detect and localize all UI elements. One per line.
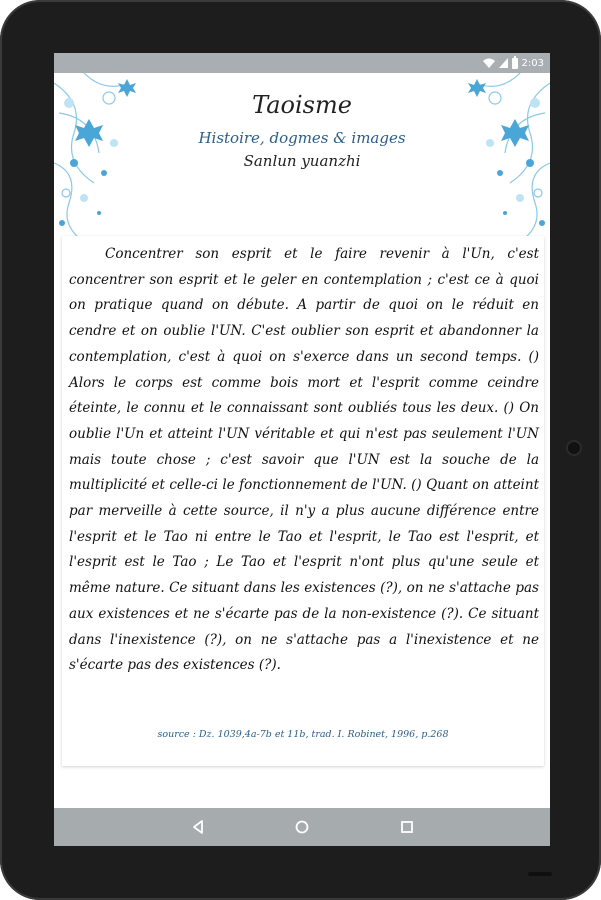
- nav-back-button[interactable]: [188, 817, 208, 837]
- recents-icon: [400, 820, 414, 834]
- book-header: [54, 91, 550, 171]
- book-title: Taoisme: [252, 91, 352, 119]
- reader-content[interactable]: [54, 73, 550, 808]
- nav-home-button[interactable]: [292, 817, 312, 837]
- home-icon: [295, 820, 309, 834]
- status-time: 2:03: [521, 57, 544, 69]
- status-icons: [483, 55, 544, 71]
- article-text: Concentrer son esprit et le faire revenir à l'Un, c'est concentrer son esprit et le geler en contemplation ; c'est ce à quoi on pratique quand on débute. A partir de quoi on le réduit en cendre et on oublie l'UN. C'est oublier son esprit et abandonner la contemplation, c'est à quoi on s'exerce dans un second temps. () Alors le corps est comme bois mort et l'esprit comme ceindre éteinte, le connu et le connaissant sont oubliés tous les deux. () On oublie l'Un et atteint l'UN véritable et qui n'est pas seulement l'UN mais toute chose ; c'est savoir que l'UN est la souche de la multiplicité et celle-ci le fonctionnement de l'UN. () Quant on atteint par merveille à cette source, il n'y a plus aucune différence entre l'esprit et le Tao ni entre le Tao et l'esprit, le Tao est l'esprit, et l'esprit est le Tao ; Le Tao et l'esprit n'ont plus qu'une seule et même nature. Ce situant dans les existences (?), on ne s'attache pas aux existences et ne s'écarte pas de la non-existence (?). Ce situant dans l'inexistence (?), on ne s'attache pas a l'inexistence et ne s'écarte pas des existences (?).: [69, 246, 539, 674]
- article-card: [62, 236, 544, 766]
- status-bar: [54, 53, 550, 73]
- screen: [54, 53, 550, 846]
- camera-dot: [568, 442, 580, 454]
- nav-recents-button[interactable]: [397, 817, 417, 837]
- book-author: Sanlun yuanzhi: [243, 152, 361, 170]
- back-icon: [191, 820, 205, 834]
- article-source: source : Dz. 1039,4a-7b et 11b, trad. I. Robinet, 1996, p.268: [157, 729, 449, 740]
- book-subtitle: Histoire, dogmes & images: [198, 129, 406, 147]
- speaker-grille: [528, 872, 552, 876]
- battery-icon: [512, 58, 518, 69]
- navigation-bar: [54, 808, 550, 846]
- wifi-icon: [483, 58, 495, 68]
- signal-icon: [499, 58, 508, 68]
